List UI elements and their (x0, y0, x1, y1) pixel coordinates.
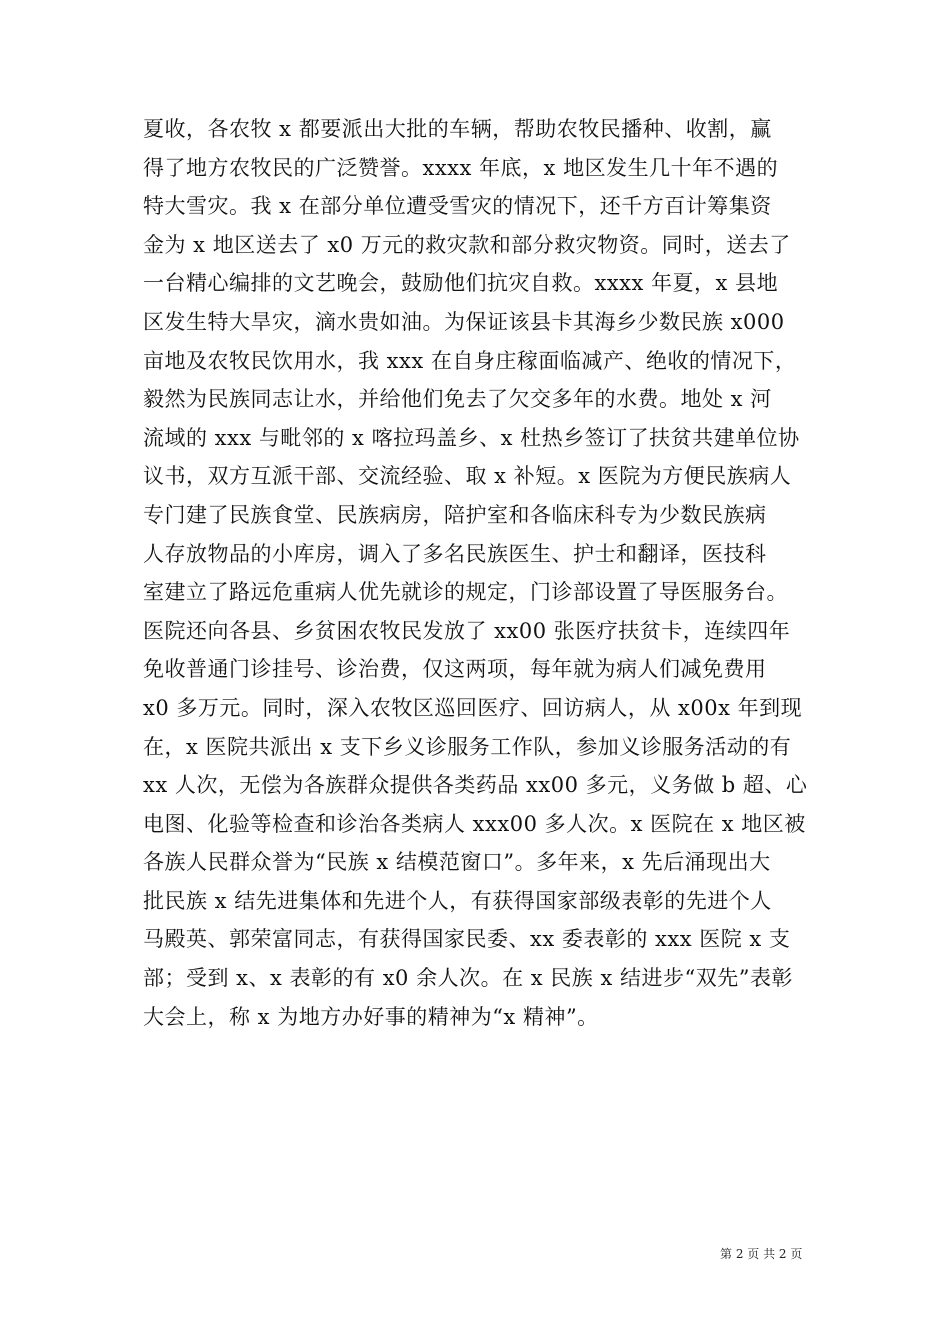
text-line: 议书，双方互派干部、交流经验、取 x 补短。x 医院为方便民族病人 (143, 464, 792, 489)
text-line: 大会上，称 x 为地方办好事的精神为“x 精神”。 (143, 1004, 599, 1029)
text-line: 流域的 xxx 与毗邻的 x 喀拉玛盖乡、x 杜热乡签订了扶贫共建单位协 (143, 425, 800, 450)
text-line: 免收普通门诊挂号、诊治费，仅这两项，每年就为病人们减免费用 (143, 657, 767, 682)
text-line: 在，x 医院共派出 x 支下乡义诊服务工作队，参加义诊服务活动的有 (143, 734, 792, 759)
text-line: 毅然为民族同志让水，并给他们免去了欠交多年的水费。地处 x 河 (143, 387, 772, 412)
text-line: 特大雪灾。我 x 在部分单位遭受雪灾的情况下，还千方百计筹集资 (143, 194, 772, 219)
text-line: 亩地及农牧民饮用水，我 xxx 在自身庄稼面临减产、绝收的情况下， (143, 348, 797, 373)
text-line: 区发生特大旱灾，滴水贵如油。为保证该县卡其海乡少数民族 x000 (143, 309, 785, 334)
text-line: 人存放物品的小库房，调入了多名民族医生、护士和翻译，医技科 (143, 541, 767, 566)
text-line: 各族人民群众誉为“民族 x 结模范窗口”。多年来，x 先后涌现出大 (143, 850, 771, 875)
text-line: 夏收，各农牧 x 都要派出大批的车辆，帮助农牧民播种、收割，赢 (143, 117, 772, 141)
text-line: 专门建了民族食堂、民族病房，陪护室和各临床科专为少数民族病 (143, 502, 767, 527)
text-line: 马殿英、郭荣富同志，有获得国家民委、xx 委表彰的 xxx 医院 x 支 (143, 927, 791, 952)
text-line: 得了地方农牧民的广泛赞誉。xxxx 年底，x 地区发生几十年不遇的 (143, 155, 779, 180)
text-line: 室建立了路远危重病人优先就诊的规定，门诊部设置了导医服务台。 (143, 580, 788, 605)
text-line: xx 人次，无偿为各族群众提供各类药品 xx00 多元，义务做 b 超、心 (143, 773, 808, 798)
text-line: 电图、化验等检查和诊治各类病人 xxx00 多人次。x 医院在 x 地区被 (143, 811, 806, 836)
text-line: 批民族 x 结先进集体和先进个人，有获得国家部级表彰的先进个人 (143, 888, 772, 913)
text-line: 部；受到 x、x 表彰的有 x0 余人次。在 x 民族 x 结进步“双先”表彰 (143, 966, 793, 991)
text-line: 金为 x 地区送去了 x0 万元的救灾款和部分救灾物资。同时，送去了 (143, 232, 791, 257)
text-line: 一台精心编排的文艺晚会，鼓励他们抗灾自救。xxxx 年夏，x 县地 (143, 271, 779, 296)
body-paragraph (143, 110, 823, 1036)
text-line: 医院还向各县、乡贫困农牧民发放了 xx00 张医疗扶贫卡，连续四年 (143, 618, 791, 643)
text-line: x0 多万元。同时，深入农牧区巡回医疗、回访病人，从 x00x 年到现 (143, 695, 803, 720)
page-number: 第 2 页 共 2 页 (720, 1247, 803, 1261)
